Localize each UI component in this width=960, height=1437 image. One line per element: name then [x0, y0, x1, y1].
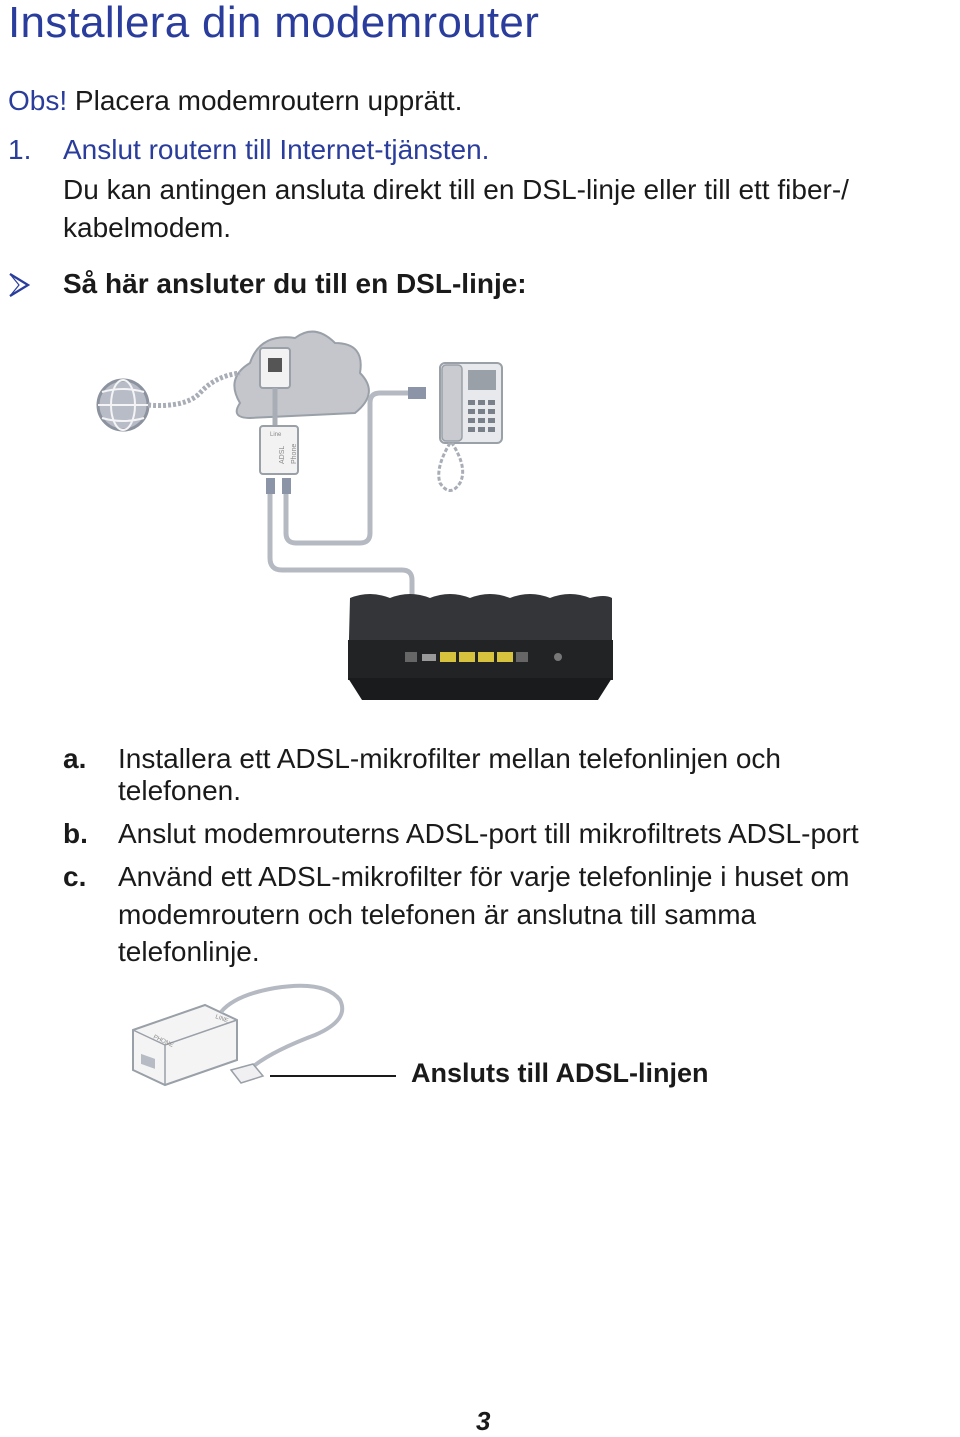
- note: [8, 82, 462, 120]
- caption: Ansluts till ADSL-linjen: [411, 1058, 709, 1088]
- dsl-connection-diagram: [90, 318, 630, 708]
- substep-c-line3: telefonlinje.: [118, 936, 260, 967]
- microfilter-illustration: [125, 980, 405, 1100]
- step1-text-line1: Du kan antingen ansluta direkt till en DSL-linje eller till ett fiber-/: [63, 174, 849, 205]
- filter-line-label: LINE: [214, 1014, 229, 1025]
- substep-b-line1: Anslut modemrouterns ADSL-port till mikrofiltrets ADSL-port: [118, 818, 859, 849]
- globe-icon: [98, 380, 148, 430]
- wall-socket-icon: [260, 348, 290, 388]
- arrow-bullet-icon: [8, 272, 30, 298]
- splitter-phone-label: Phone: [291, 443, 298, 464]
- step1-text-line2: kabelmodem.: [63, 212, 232, 243]
- microfilter-icon: [133, 1005, 237, 1085]
- substep-c-line1: Använd ett ADSL-mikrofilter för varje telefonlinje i huset om: [118, 861, 850, 892]
- telephone-icon: [439, 363, 502, 491]
- splitter-adsl-label: ADSL: [279, 445, 286, 464]
- rj11-plug-icon: [231, 1064, 263, 1083]
- substep-c-line2: modemroutern och telefonen är anslutna till samma: [118, 899, 757, 930]
- page-number: 3: [476, 1406, 491, 1436]
- cloud-icon: [234, 332, 369, 418]
- filter-phone-label: PHONE: [152, 1034, 175, 1049]
- subheading: Så här ansluter du till en DSL-linje:: [63, 268, 527, 299]
- note-label: Obs!: [8, 85, 68, 116]
- step1-heading: Anslut routern till Internet-tjänsten.: [63, 134, 490, 165]
- substep-a-line2: telefonen.: [118, 775, 241, 806]
- substep-a-label: a.: [63, 743, 87, 774]
- substep-a-line1: Installera ett ADSL-mikrofilter mellan telefonlinjen och: [118, 743, 781, 774]
- note-text: Placera modemroutern upprätt.: [74, 85, 463, 116]
- caption-leader-line: [270, 1075, 396, 1077]
- page-title: Installera din modemrouter: [8, 0, 540, 47]
- step1-number: 1.: [8, 134, 32, 165]
- splitter-line-label: Line: [270, 432, 282, 438]
- substep-c-label: c.: [63, 861, 87, 892]
- router-icon: [348, 594, 613, 700]
- substep-b-label: b.: [63, 818, 88, 849]
- splitter-icon: [260, 426, 298, 474]
